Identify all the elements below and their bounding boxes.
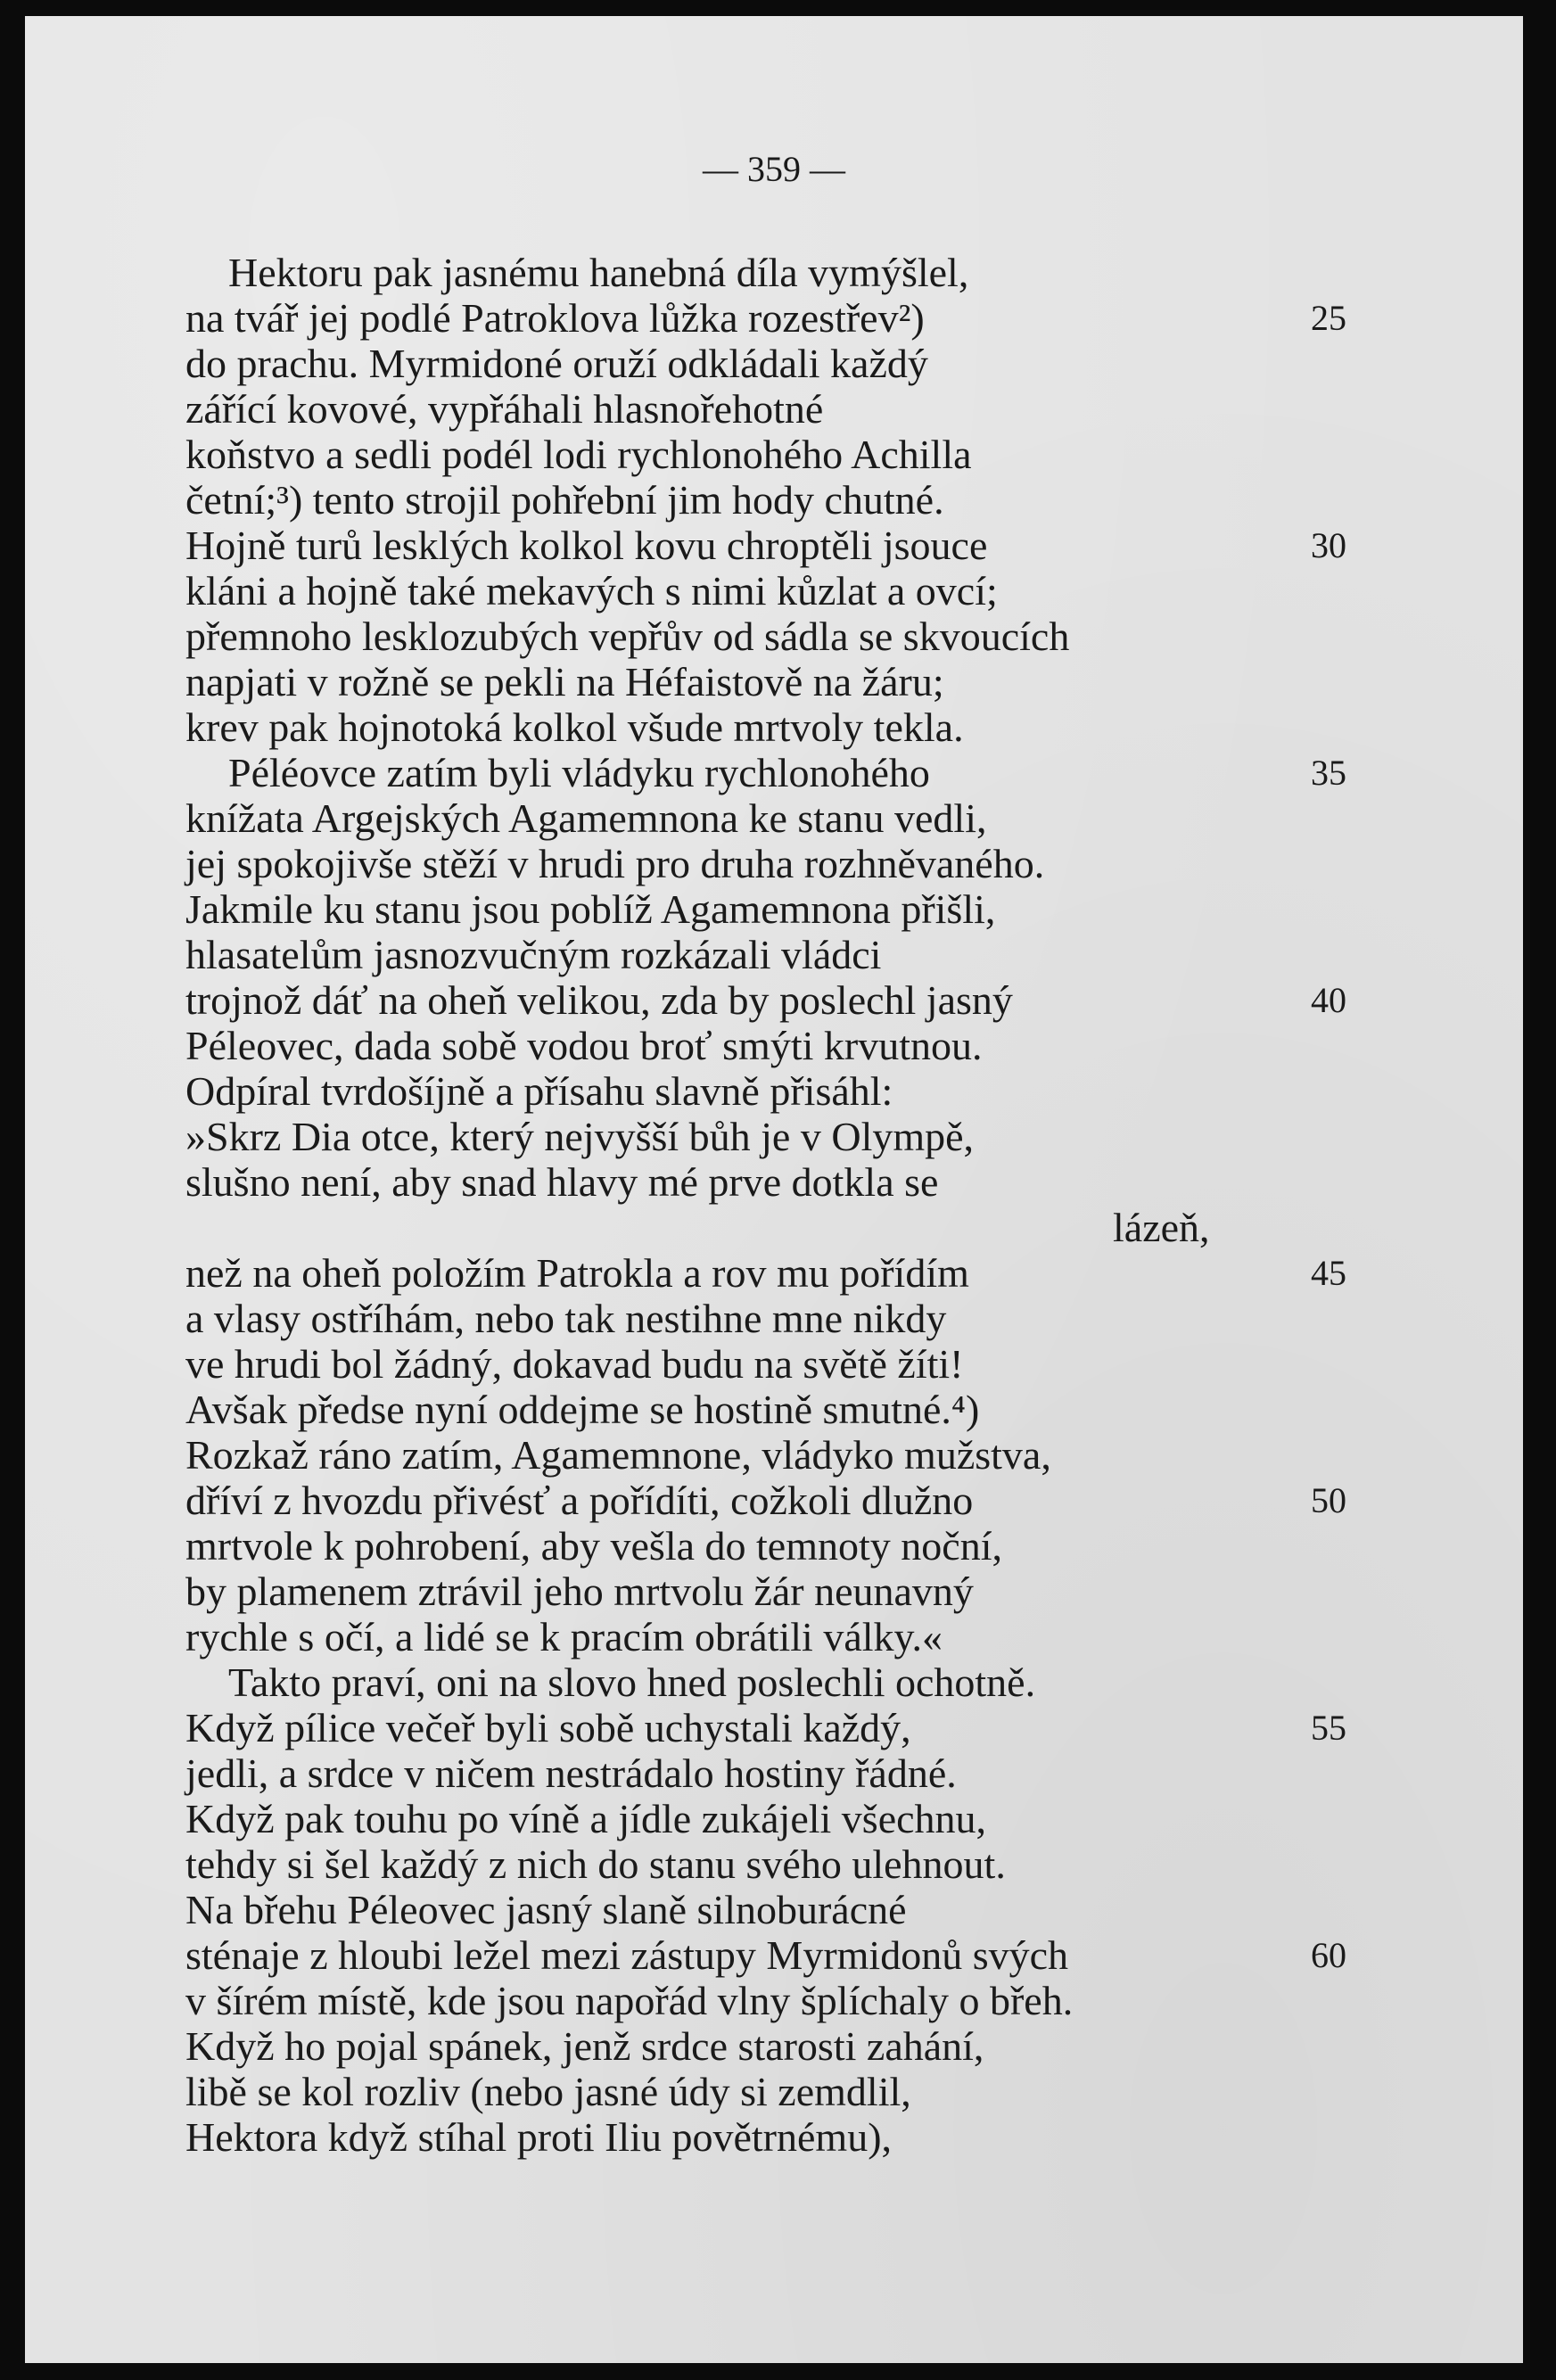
verse-text: Když pak touhu po víně a jídle zukájeli všechnu,: [185, 1796, 987, 1841]
verse-line: [25, 341, 1523, 386]
poem-text: [25, 250, 1523, 2160]
verse-line: [25, 2069, 1523, 2114]
verse-line: [25, 432, 1523, 477]
verse-text: četní;³) tento strojil pohřební jim hody chutné.: [185, 477, 944, 523]
verse-text: lázeň,: [1113, 1205, 1210, 1250]
verse-line: [25, 977, 1523, 1023]
verse-text: Hektoru pak jasnému hanebná díla vymýšlel,: [228, 250, 969, 295]
line-number: 45: [1311, 1253, 1346, 1293]
verse-line: [25, 614, 1523, 659]
line-number: 55: [1311, 1708, 1346, 1748]
verse-text: Když ho pojal spánek, jenž srdce starosti zahání,: [185, 2023, 984, 2069]
line-number: 35: [1311, 753, 1346, 793]
verse-line: [25, 1296, 1523, 1341]
verse-text: napjati v rožně se pekli na Héfaistově na žáru;: [185, 659, 944, 704]
line-number: 50: [1311, 1480, 1346, 1520]
verse-text: kláni a hojně také mekavých s nimi kůzlat a ovcí;: [185, 568, 998, 614]
verse-line: [25, 1614, 1523, 1659]
line-number: 60: [1311, 1935, 1346, 1975]
verse-text: trojnož dáť na oheň velikou, zda by poslechl jasný: [185, 977, 1013, 1023]
verse-line: [25, 1159, 1523, 1205]
verse-line: [25, 1023, 1523, 1068]
verse-text: do prachu. Myrmidoné oruží odkládali každý: [185, 341, 928, 386]
verse-text: rychle s očí, a lidé se k pracím obrátili války.«: [185, 1614, 943, 1659]
verse-line: [25, 932, 1523, 977]
verse-line: [25, 1432, 1523, 1478]
verse-text: hlasatelům jasnozvučným rozkázali vládci: [185, 932, 882, 977]
verse-text: Péleovec, dada sobě vodou broť smýti krvutnou.: [185, 1023, 983, 1068]
line-number: 25: [1311, 298, 1346, 338]
verse-text: a vlasy ostříhám, nebo tak nestihne mne nikdy: [185, 1296, 947, 1341]
verse-line: [25, 1841, 1523, 1887]
verse-text: slušno není, aby snad hlavy mé prve dotkla se: [185, 1159, 939, 1205]
verse-text: Jakmile ku stanu jsou poblíž Agamemnona přišli,: [185, 886, 996, 932]
verse-line: [25, 568, 1523, 614]
verse-text: koňstvo a sedli podél lodi rychlonohého Achilla: [185, 432, 972, 477]
verse-line: [25, 386, 1523, 432]
verse-line: [25, 1250, 1523, 1296]
verse-line: [25, 1205, 1523, 1250]
verse-line: [25, 659, 1523, 704]
verse-line: [25, 1978, 1523, 2023]
verse-text: Rozkaž ráno zatím, Agamemnone, vládyko mužstva,: [185, 1432, 1051, 1478]
verse-text: jedli, a srdce v ničem nestrádalo hostiny řádné.: [185, 1750, 957, 1796]
verse-text: krev pak hojnotoká kolkol všude mrtvoly tekla.: [185, 704, 964, 750]
verse-line: [25, 1705, 1523, 1750]
verse-line: [25, 1341, 1523, 1387]
verse-line: [25, 1387, 1523, 1432]
verse-line: [25, 1068, 1523, 1114]
verse-line: [25, 1750, 1523, 1796]
verse-line: [25, 1887, 1523, 1932]
verse-line: [25, 1114, 1523, 1159]
verse-text: tehdy si šel každý z nich do stanu svého ulehnout.: [185, 1841, 1006, 1887]
verse-line: [25, 477, 1523, 523]
verse-text: Když pílice večeř byli sobě uchystali každý,: [185, 1705, 911, 1750]
verse-text: libě se kol rozliv (nebo jasné údy si zemdlil,: [185, 2069, 911, 2114]
verse-line: [25, 750, 1523, 795]
verse-text: knížata Argejských Agamemnona ke stanu vedli,: [185, 795, 987, 841]
verse-text: ve hrudi bol žádný, dokavad budu na světě žíti!: [185, 1341, 964, 1387]
verse-line: [25, 704, 1523, 750]
verse-text: v šírém místě, kde jsou napořád vlny šplíchaly o břeh.: [185, 1978, 1074, 2023]
page-number: — 359 —: [703, 149, 845, 189]
line-number: 40: [1311, 980, 1346, 1020]
verse-text: dříví z hvozdu přivésť a pořídíti, cožkoli dlužno: [185, 1478, 974, 1523]
verse-line: [25, 295, 1523, 341]
line-number: 30: [1311, 525, 1346, 565]
verse-line: [25, 1932, 1523, 1978]
verse-line: [25, 1478, 1523, 1523]
verse-line: [25, 2114, 1523, 2160]
verse-text: »Skrz Dia otce, který nejvyšší bůh je v Olympě,: [185, 1114, 975, 1159]
verse-text: Odpíral tvrdošíjně a přísahu slavně přisáhl:: [185, 1068, 893, 1114]
verse-text: by plamenem ztrávil jeho mrtvolu žár neunavný: [185, 1569, 974, 1614]
verse-text: Hojně turů lesklých kolkol kovu chroptěli jsouce: [185, 523, 988, 568]
verse-text: na tvář jej podlé Patroklova lůžka rozestřev²): [185, 295, 925, 341]
verse-text: zářící kovové, vypřáhali hlasnořehotné: [185, 386, 824, 432]
verse-text: sténaje z hloubi ležel mezi zástupy Myrmidonů svých: [185, 1932, 1069, 1978]
verse-text: než na oheň položím Patrokla a rov mu pořídím: [185, 1250, 969, 1296]
book-page: [25, 16, 1523, 2363]
verse-text: mrtvole k pohrobení, aby vešla do temnoty noční,: [185, 1523, 1002, 1569]
verse-line: [25, 523, 1523, 568]
verse-line: [25, 1523, 1523, 1569]
verse-line: [25, 1659, 1523, 1705]
verse-text: Na břehu Péleovec jasný slaně silnoburácné: [185, 1887, 907, 1932]
verse-line: [25, 886, 1523, 932]
verse-text: Takto praví, oni na slovo hned poslechli ochotně.: [228, 1659, 1036, 1705]
verse-text: Avšak předse nyní oddejme se hostině smutné.⁴): [185, 1387, 980, 1432]
verse-line: [25, 2023, 1523, 2069]
verse-text: jej spokojivše stěží v hrudi pro druha rozhněvaného.: [185, 841, 1045, 886]
verse-text: Hektora když stíhal proti Iliu povětrnému),: [185, 2114, 893, 2160]
verse-line: [25, 795, 1523, 841]
verse-line: [25, 841, 1523, 886]
verse-line: [25, 1569, 1523, 1614]
verse-text: přemnoho lesklozubých vepřův od sádla se skvoucích: [185, 614, 1070, 659]
verse-line: [25, 250, 1523, 295]
verse-text: Péléovce zatím byli vládyku rychlonohého: [228, 750, 930, 795]
verse-line: [25, 1796, 1523, 1841]
